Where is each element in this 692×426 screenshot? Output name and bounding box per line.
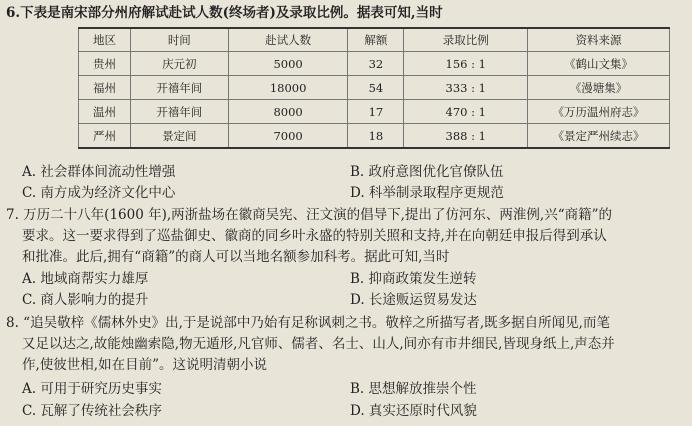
cell-source: 《漫塘集》 [528,76,670,100]
q7-option-c[interactable]: C. 商人影响力的提升 [22,292,149,308]
header-quota: 解额 [348,28,404,52]
header-examinees: 赴试人数 [228,28,348,52]
cell-region: 严州 [79,124,131,149]
q8-option-b[interactable]: B. 思想解放推崇个性 [350,381,477,397]
cell-time: 庆元初 [130,52,228,76]
cell-source: 《鹤山文集》 [528,52,670,76]
table-row [79,52,670,76]
header-ratio: 录取比例 [404,28,528,52]
cell-quota: 18 [348,124,404,149]
table-row [79,100,670,124]
question-8-line-1: 8. “追吴敬梓《儒林外史》出,于是说部中乃始有足称讽刺之书。敬梓之所描写者,既多据自所闻见,而笔 [6,315,610,331]
q6-option-d[interactable]: D. 科举制录取程序更规范 [350,185,504,201]
question-7-line-2: 要求。这一要求得到了巡盐御史、徽商的同乡叶永盛的特别关照和支持,并在向朝廷申报后得到承认 [22,228,607,244]
question-7-line-1: 7. 万历二十八年(1600 年),两浙盐场在徽商吴宪、汪文演的倡导下,提出了仿河东、两淮例,兴“商籍”的 [6,207,613,223]
cell-ratio: 156 : 1 [404,52,528,76]
cell-region: 福州 [79,76,131,100]
question-8-line-3: 作,使彼世相,如在目前”。这说明清朝小说 [22,357,267,373]
cell-quota: 17 [348,100,404,124]
q8-option-c[interactable]: C. 瓦解了传统社会秩序 [22,403,162,419]
cell-time: 开禧年间 [130,100,228,124]
cell-ratio: 470 : 1 [404,100,528,124]
question-6-stem: 6.下表是南宋部分州府解试赴试人数(终场者)及录取比例。据表可知,当时 [6,5,443,21]
q7-option-b[interactable]: B. 抑商政策发生逆转 [350,271,477,287]
q6-option-b[interactable]: B. 政府意图优化官僚队伍 [350,164,504,180]
cell-region: 温州 [79,100,131,124]
cell-examinees: 7000 [228,124,348,149]
cell-quota: 54 [348,76,404,100]
table-header-row [79,28,670,52]
q8-option-a[interactable]: A. 可用于研究历史事实 [22,381,162,397]
q7-option-a[interactable]: A. 地域商帮实力雄厚 [22,271,149,287]
exam-data-table [78,27,670,149]
table-row [79,124,670,149]
q6-option-a[interactable]: A. 社会群体间流动性增强 [22,164,176,180]
cell-examinees: 8000 [228,100,348,124]
q8-option-d[interactable]: D. 真实还原时代风貌 [350,403,477,419]
cell-quota: 32 [348,52,404,76]
cell-time: 开禧年间 [130,76,228,100]
q7-option-d[interactable]: D. 长途贩运贸易发达 [350,292,477,308]
table-row [79,76,670,100]
cell-region: 贵州 [79,52,131,76]
cell-examinees: 5000 [228,52,348,76]
cell-source: 《景定严州续志》 [528,124,670,149]
question-7-line-3: 和批准。此后,拥有“商籍”的商人可以当地名额参加科考。据此可知,当时 [22,249,450,265]
cell-ratio: 388 : 1 [404,124,528,149]
cell-source: 《万历温州府志》 [528,100,670,124]
cell-ratio: 333 : 1 [404,76,528,100]
cell-time: 景定间 [130,124,228,149]
question-8-line-2: 又足以达之,故能烛幽索隐,物无遁形,凡官师、儒者、名士、山人,间亦有市井细民,皆现身纸上,声态并 [22,336,615,352]
header-region: 地区 [79,28,131,52]
cell-examinees: 18000 [228,76,348,100]
header-time: 时间 [130,28,228,52]
q6-option-c[interactable]: C. 南方成为经济文化中心 [22,185,176,201]
header-source: 资料来源 [528,28,670,52]
